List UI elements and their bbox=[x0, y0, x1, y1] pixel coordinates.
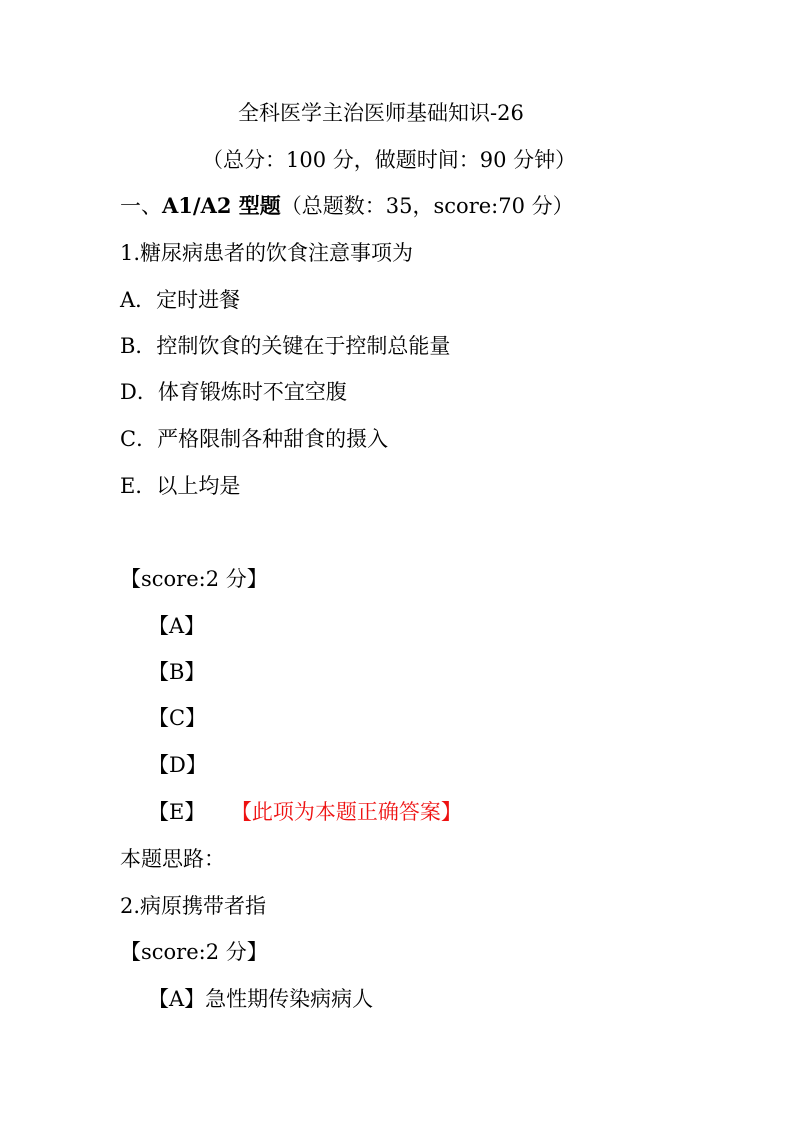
question-1-answer: 【D】 bbox=[148, 753, 207, 777]
question-2-stem: 2.病原携带者指 bbox=[120, 894, 267, 918]
question-1-thought: 本题思路： bbox=[120, 847, 225, 871]
answer-label: 【E】 bbox=[148, 800, 206, 824]
question-1-option: B．控制饮食的关键在于控制总能量 bbox=[120, 334, 451, 358]
question-1-answer-correct bbox=[148, 798, 462, 826]
section-prefix: 一、 bbox=[120, 194, 162, 218]
question-1-answer: 【A】 bbox=[148, 614, 206, 638]
question-2-answer: 【A】急性期传染病病人 bbox=[148, 987, 374, 1011]
question-1-answer: 【C】 bbox=[148, 706, 207, 730]
question-1-answer: 【B】 bbox=[148, 660, 206, 684]
correct-answer-note: 【此项为本题正确答案】 bbox=[241, 800, 462, 824]
question-2-score: 【score:2 分】 bbox=[120, 940, 268, 964]
question-1-option: D．体育锻炼时不宜空腹 bbox=[120, 380, 347, 404]
section-header bbox=[120, 192, 574, 220]
question-1-option: C．严格限制各种甜食的摄入 bbox=[120, 427, 389, 451]
question-1-score: 【score:2 分】 bbox=[120, 567, 268, 591]
document-title: 全科医学主治医师基础知识-26 bbox=[238, 101, 524, 125]
document-subtitle: （总分：100 分，做题时间：90 分钟） bbox=[202, 148, 577, 172]
question-1-stem: 1.糖尿病患者的饮食注意事项为 bbox=[120, 241, 414, 265]
question-1-option: A．定时进餐 bbox=[120, 288, 241, 312]
section-info: （总题数：35，score:70 分） bbox=[280, 194, 574, 218]
section-heading: A1/A2 型题 bbox=[162, 193, 281, 218]
question-1-option: E．以上均是 bbox=[120, 474, 241, 498]
